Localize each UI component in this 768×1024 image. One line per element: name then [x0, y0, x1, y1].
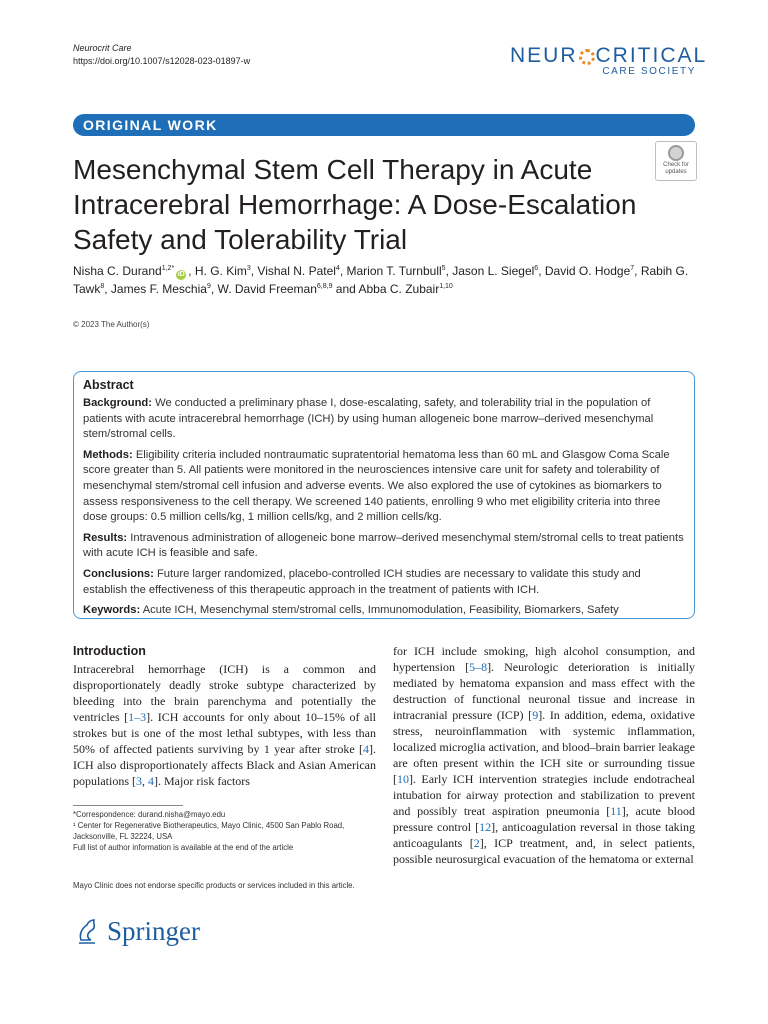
intro-left-column — [73, 643, 376, 789]
author-info-note: Full list of author information is available at the end of the article — [73, 843, 294, 852]
citation-link[interactable]: 2 — [473, 836, 480, 850]
author-name[interactable]: , W. David Freeman — [210, 282, 317, 296]
citation-link[interactable]: 11 — [610, 804, 622, 818]
body-text: , — [142, 774, 148, 788]
author-list — [73, 262, 698, 298]
citation-link[interactable]: 3 — [136, 774, 142, 788]
affiliation-sup: 6 — [534, 265, 539, 272]
intro-right-column — [393, 643, 695, 867]
citation-link[interactable]: 4 — [363, 742, 369, 756]
author-name[interactable]: , Marion T. Turnbull — [339, 264, 442, 278]
abstract-methods — [83, 448, 685, 526]
section-label: Conclusions: — [83, 567, 154, 580]
affiliation-sup: 4 — [335, 265, 340, 272]
logo-subtitle: CARE SOCIETY — [602, 66, 696, 77]
body-text: ]. ICH also disproportionately affects Black and Asian American populations [ — [73, 742, 376, 788]
journal-name: Neurocrit Care — [73, 43, 132, 53]
body-text: ], ICP treatment, and, in select patients, possible neurosurgical evacuation of the hematoma or external — [393, 836, 695, 866]
logo-text-left: NEUR — [510, 44, 578, 67]
abstract-box — [73, 371, 695, 619]
intro-paragraph-cont — [393, 643, 695, 867]
affiliation-sup: 8 — [100, 283, 105, 290]
section-text: We conducted a preliminary phase I, dose-escalating, safety, and tolerability trial in the population of patients with acute intracerebral hemorrhage (ICH) by using human allogeneic bone marrow–derived mesenchymal stem/stromal cells. — [83, 397, 654, 441]
body-text: ], acute blood pressure control [ — [393, 804, 695, 834]
article-title: Mesenchymal Stem Cell Therapy in Acute Intracerebral Hemorrhage: A Dose-Escalation Safety and Tolerability Trial — [73, 154, 637, 255]
footnotes — [73, 809, 373, 853]
abstract-conclusions — [83, 567, 685, 598]
orcid-icon[interactable]: iD — [177, 271, 185, 278]
abstract-background — [83, 396, 685, 443]
introduction-heading: Introduction — [73, 644, 146, 658]
logo-wheel-icon — [579, 49, 595, 65]
body-text: ]. Neurologic deterioration is initially mediated by hematoma expansion and mass effect with the destruction of functional neuronal tissue and increase in intracranial pressure (ICP) [ — [393, 660, 695, 722]
section-text: Acute ICH, Mesenchymal stem/stromal cells, Immunomodulation, Feasibility, Biomarkers, Safety — [142, 604, 619, 617]
author-name[interactable]: and Abba C. Zubair — [332, 282, 440, 296]
section-text: Eligibility criteria included nontraumatic supratentorial hematoma less than 60 mL and Glasgow Coma Scale score greater than 5. All patients were monitored in the neurosciences intensive care unit for safety and tolerability of mesenchymal stem/stromal cell infusion and adverse events. We also explored the use of cytokines as biomarkers to assess responsiveness to the cell therapy. We screened 140 patients, enrolling 9 who met eligibility criteria into three dose groups: 0.5 million cells/kg, 1 million cells/kg, and 2 million cells/kg. — [83, 448, 670, 524]
affiliation-note: ¹ Center for Regenerative Biotherapeutics, Mayo Clinic, 4500 San Pablo Road, Jacksonville, FL 32224, USA — [73, 821, 345, 841]
springer-wordmark: Springer — [107, 916, 200, 946]
affiliation-sup: 6,8,9 — [316, 283, 333, 290]
disclaimer-note: Mayo Clinic does not endorse specific products or services included in this article. — [73, 881, 355, 890]
author-name[interactable]: , Jason L. Siegel — [445, 264, 535, 278]
article-type-banner — [73, 114, 695, 136]
body-text: ]. ICH accounts for only about 10–15% of all strokes but is one of the most lethal subtypes, with less than 50% of affected patients surviving by 1 year after stroke [ — [73, 710, 376, 756]
citation-link[interactable]: 1–3 — [128, 710, 147, 724]
body-text: ]. Early ICH intervention strategies include endotracheal intubation for airway protection and stabilization to prevent and possibly treat aspiration pneumonia [ — [393, 772, 695, 818]
author-name[interactable]: , H. G. Kim — [188, 264, 247, 278]
doi-link[interactable]: https://doi.org/10.1007/s12028-023-01897-w — [73, 56, 251, 66]
check-for-updates-badge[interactable] — [655, 141, 697, 181]
correspondence-note[interactable]: *Correspondence: durand.nisha@mayo.edu — [73, 810, 226, 819]
section-label: Results: — [83, 531, 128, 544]
intro-paragraph — [73, 661, 376, 789]
citation-link[interactable]: 5–8 — [469, 660, 488, 674]
body-text: ]. In addition, edema, oxidative stress, neuroinflammation with systemic inflammation, localized microglia activation, and blood–brain barrier leakage are often present within the ICH site or surrounding tissue [ — [393, 708, 696, 786]
section-text: Intravenous administration of allogeneic bone marrow–derived mesenchymal stem/stromal cells to treat patients with acute ICH is feasible and safe. — [83, 531, 684, 560]
copyright-notice: © 2023 The Author(s) — [73, 320, 150, 329]
abstract-keywords — [83, 603, 685, 619]
citation-link[interactable]: 4 — [148, 774, 154, 788]
abstract-results — [83, 531, 685, 562]
check-updates-line1: Check for — [663, 162, 689, 168]
affiliation-sup: 9 — [206, 283, 211, 290]
body-text: ]. Major risk factors — [154, 774, 250, 788]
author-name[interactable]: , Rabih G. Tawk — [73, 264, 689, 296]
logo-text-right: CRITICAL — [595, 44, 708, 67]
affiliation-sup: 3 — [246, 265, 251, 272]
check-updates-icon — [668, 145, 684, 161]
springer-horse-icon — [73, 916, 101, 946]
body-text: ], anticoagulation reversal in those taking anticoagulants [ — [393, 820, 695, 850]
article-type-label: ORIGINAL WORK — [83, 117, 218, 133]
section-label: Methods: — [83, 448, 133, 461]
footnote-divider — [73, 805, 183, 806]
section-label: Background: — [83, 397, 152, 409]
citation-link[interactable]: 12 — [479, 820, 492, 834]
check-updates-line2: updates — [665, 169, 687, 175]
journal-header — [73, 42, 250, 68]
author-name[interactable]: , James F. Meschia — [104, 282, 207, 296]
citation-link[interactable]: 9 — [532, 708, 539, 722]
affiliation-sup: 1,2* — [161, 265, 175, 272]
body-text: Intracerebral hemorrhage (ICH) is a common and disproportionately deadly stroke subtype characterized by bleeding into the brain parenchyma and potentially the ventricles [ — [73, 662, 376, 724]
abstract-heading: Abstract — [83, 378, 134, 392]
author-name[interactable]: Nisha C. Durand — [73, 264, 162, 278]
author-name[interactable]: , David O. Hodge — [538, 264, 631, 278]
body-text: for ICH include smoking, high alcohol consumption, and hypertension [ — [393, 644, 695, 674]
affiliation-sup: 7 — [630, 265, 635, 272]
citation-link[interactable]: 10 — [397, 772, 409, 786]
affiliation-sup: 1,10 — [439, 283, 453, 290]
springer-logo — [73, 914, 223, 950]
section-text: Future larger randomized, placebo-controlled ICH studies are necessary to validate this study and establish the effectiveness of this therapeutic approach in the treatment of patients with ICH. — [83, 567, 641, 596]
section-label: Keywords: — [83, 604, 141, 617]
neurocritical-care-society-logo — [510, 44, 708, 78]
author-name[interactable]: , Vishal N. Patel — [250, 264, 336, 278]
affiliation-sup: 5 — [441, 265, 446, 272]
